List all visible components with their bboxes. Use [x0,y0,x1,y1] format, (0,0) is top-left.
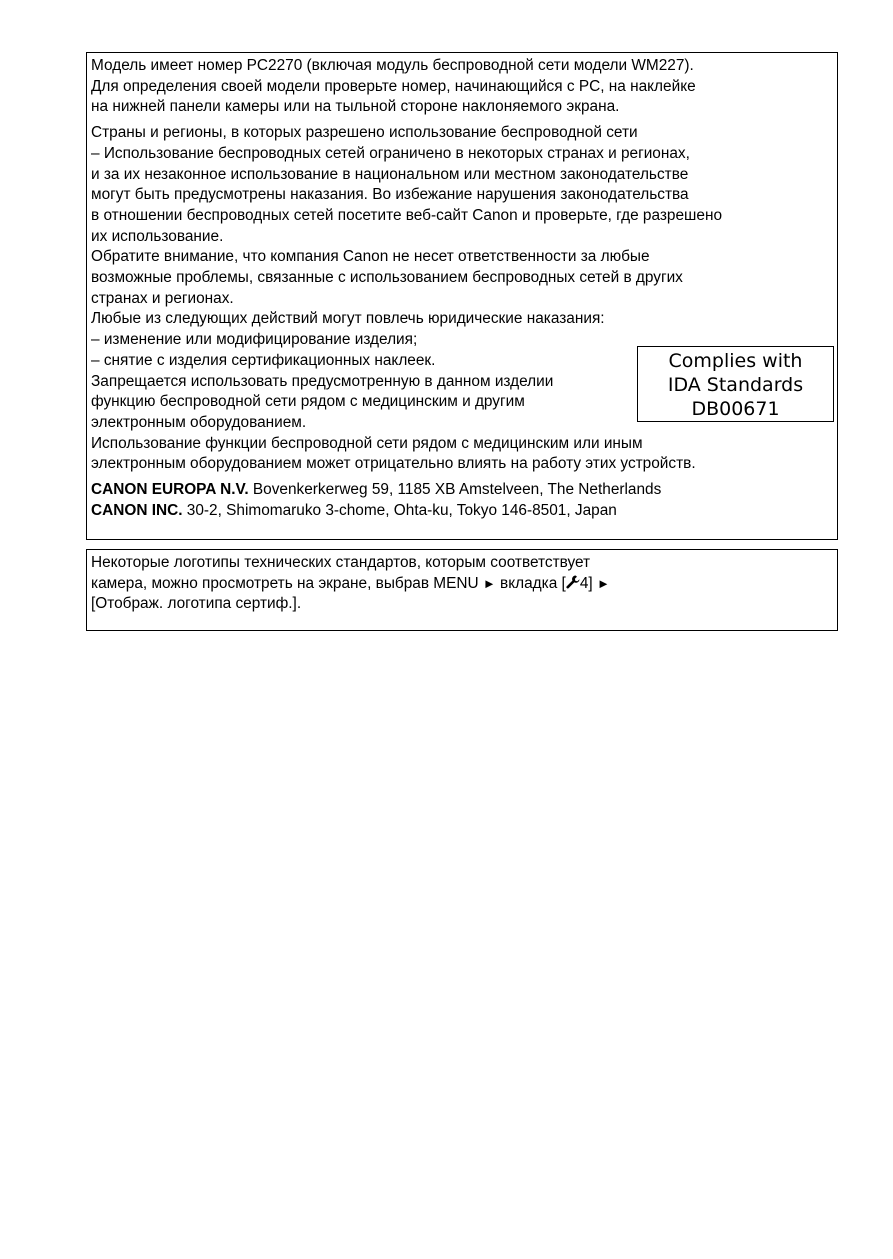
regions-line: странах и регионах. [91,289,234,307]
logo-notice-line: [Отображ. логотипа сертиф.]. [91,595,302,613]
address-line [91,480,833,501]
ida-compliance-box [637,346,834,422]
wireless-regions-info [91,123,833,475]
regions-line: возможные проблемы, связанные с использованием беспроводных сетей в других [91,269,683,287]
logo-notice-box [86,549,838,631]
regions-line: функцию беспроводной сети рядом с медицинским и другим [91,393,525,411]
regions-line: электронным оборудованием. [91,413,307,431]
company-name: CANON INC. [91,501,183,519]
model-info [91,56,833,118]
company-address: 30-2, Shimomaruko 3-chome, Ohta-ku, Tokyo 146-8501, Japan [182,501,617,519]
model-line: Модель имеет номер PC2270 (включая модуль беспроводной сети модели WM227). [91,57,694,74]
arrow-right-icon: ► [596,575,610,591]
regions-line: – изменение или модифицирование изделия; [91,331,418,349]
logo-notice-line [91,574,833,595]
regions-line: Любые из следующих действий могут повлечь юридические наказания: [91,310,605,328]
regions-line: Запрещается использовать предусмотренную в данном изделии [91,372,554,390]
company-address: Bovenkerkerweg 59, 1185 XB Amstelveen, The Netherlands [248,481,662,499]
logo-notice-line: Некоторые логотипы технических стандартов, которым соответствует [91,554,591,571]
regions-line: в отношении беспроводных сетей посетите веб-сайт Canon и проверьте, где разрешено [91,206,723,224]
ida-line: Complies with [668,350,803,372]
model-line: Для определения своей модели проверьте номер, начинающийся с PC, на наклейке [91,77,696,95]
regions-line: Страны и регионы, в которых разрешено использование беспроводной сети [91,124,638,142]
wrench-icon [566,575,580,589]
arrow-right-icon: ► [482,575,496,591]
ida-line: DB00671 [691,398,780,420]
menu-path-text: камера, можно просмотреть на экране, выбрав MENU [91,574,479,592]
regions-line: – Использование беспроводных сетей ограничено в некоторых странах и регионах, [91,144,690,162]
tab-text: вкладка [ [495,574,566,592]
company-name: CANON EUROPA N.V. [91,481,249,499]
regions-line: могут быть предусмотрены наказания. Во избежание нарушения законодательства [91,186,689,204]
regions-line: Использование функции беспроводной сети рядом с медицинским или иным [91,434,643,452]
regulatory-notice-box [86,52,838,540]
model-line: на нижней панели камеры или на тыльной стороне наклоняемого экрана. [91,98,620,116]
address-line [91,501,833,522]
regions-line: – снятие с изделия сертификационных наклеек. [91,351,436,369]
tab-number: 4] [579,574,593,592]
regions-line: Обратите внимание, что компания Canon не несет ответственности за любые [91,248,650,266]
company-addresses [91,480,833,521]
regions-line: и за их незаконное использование в национальном или местном законодательстве [91,165,689,183]
ida-line: IDA Standards [667,374,804,396]
regions-line: их использование. [91,227,224,245]
regions-line: электронным оборудованием может отрицательно влиять на работу этих устройств. [91,455,696,473]
